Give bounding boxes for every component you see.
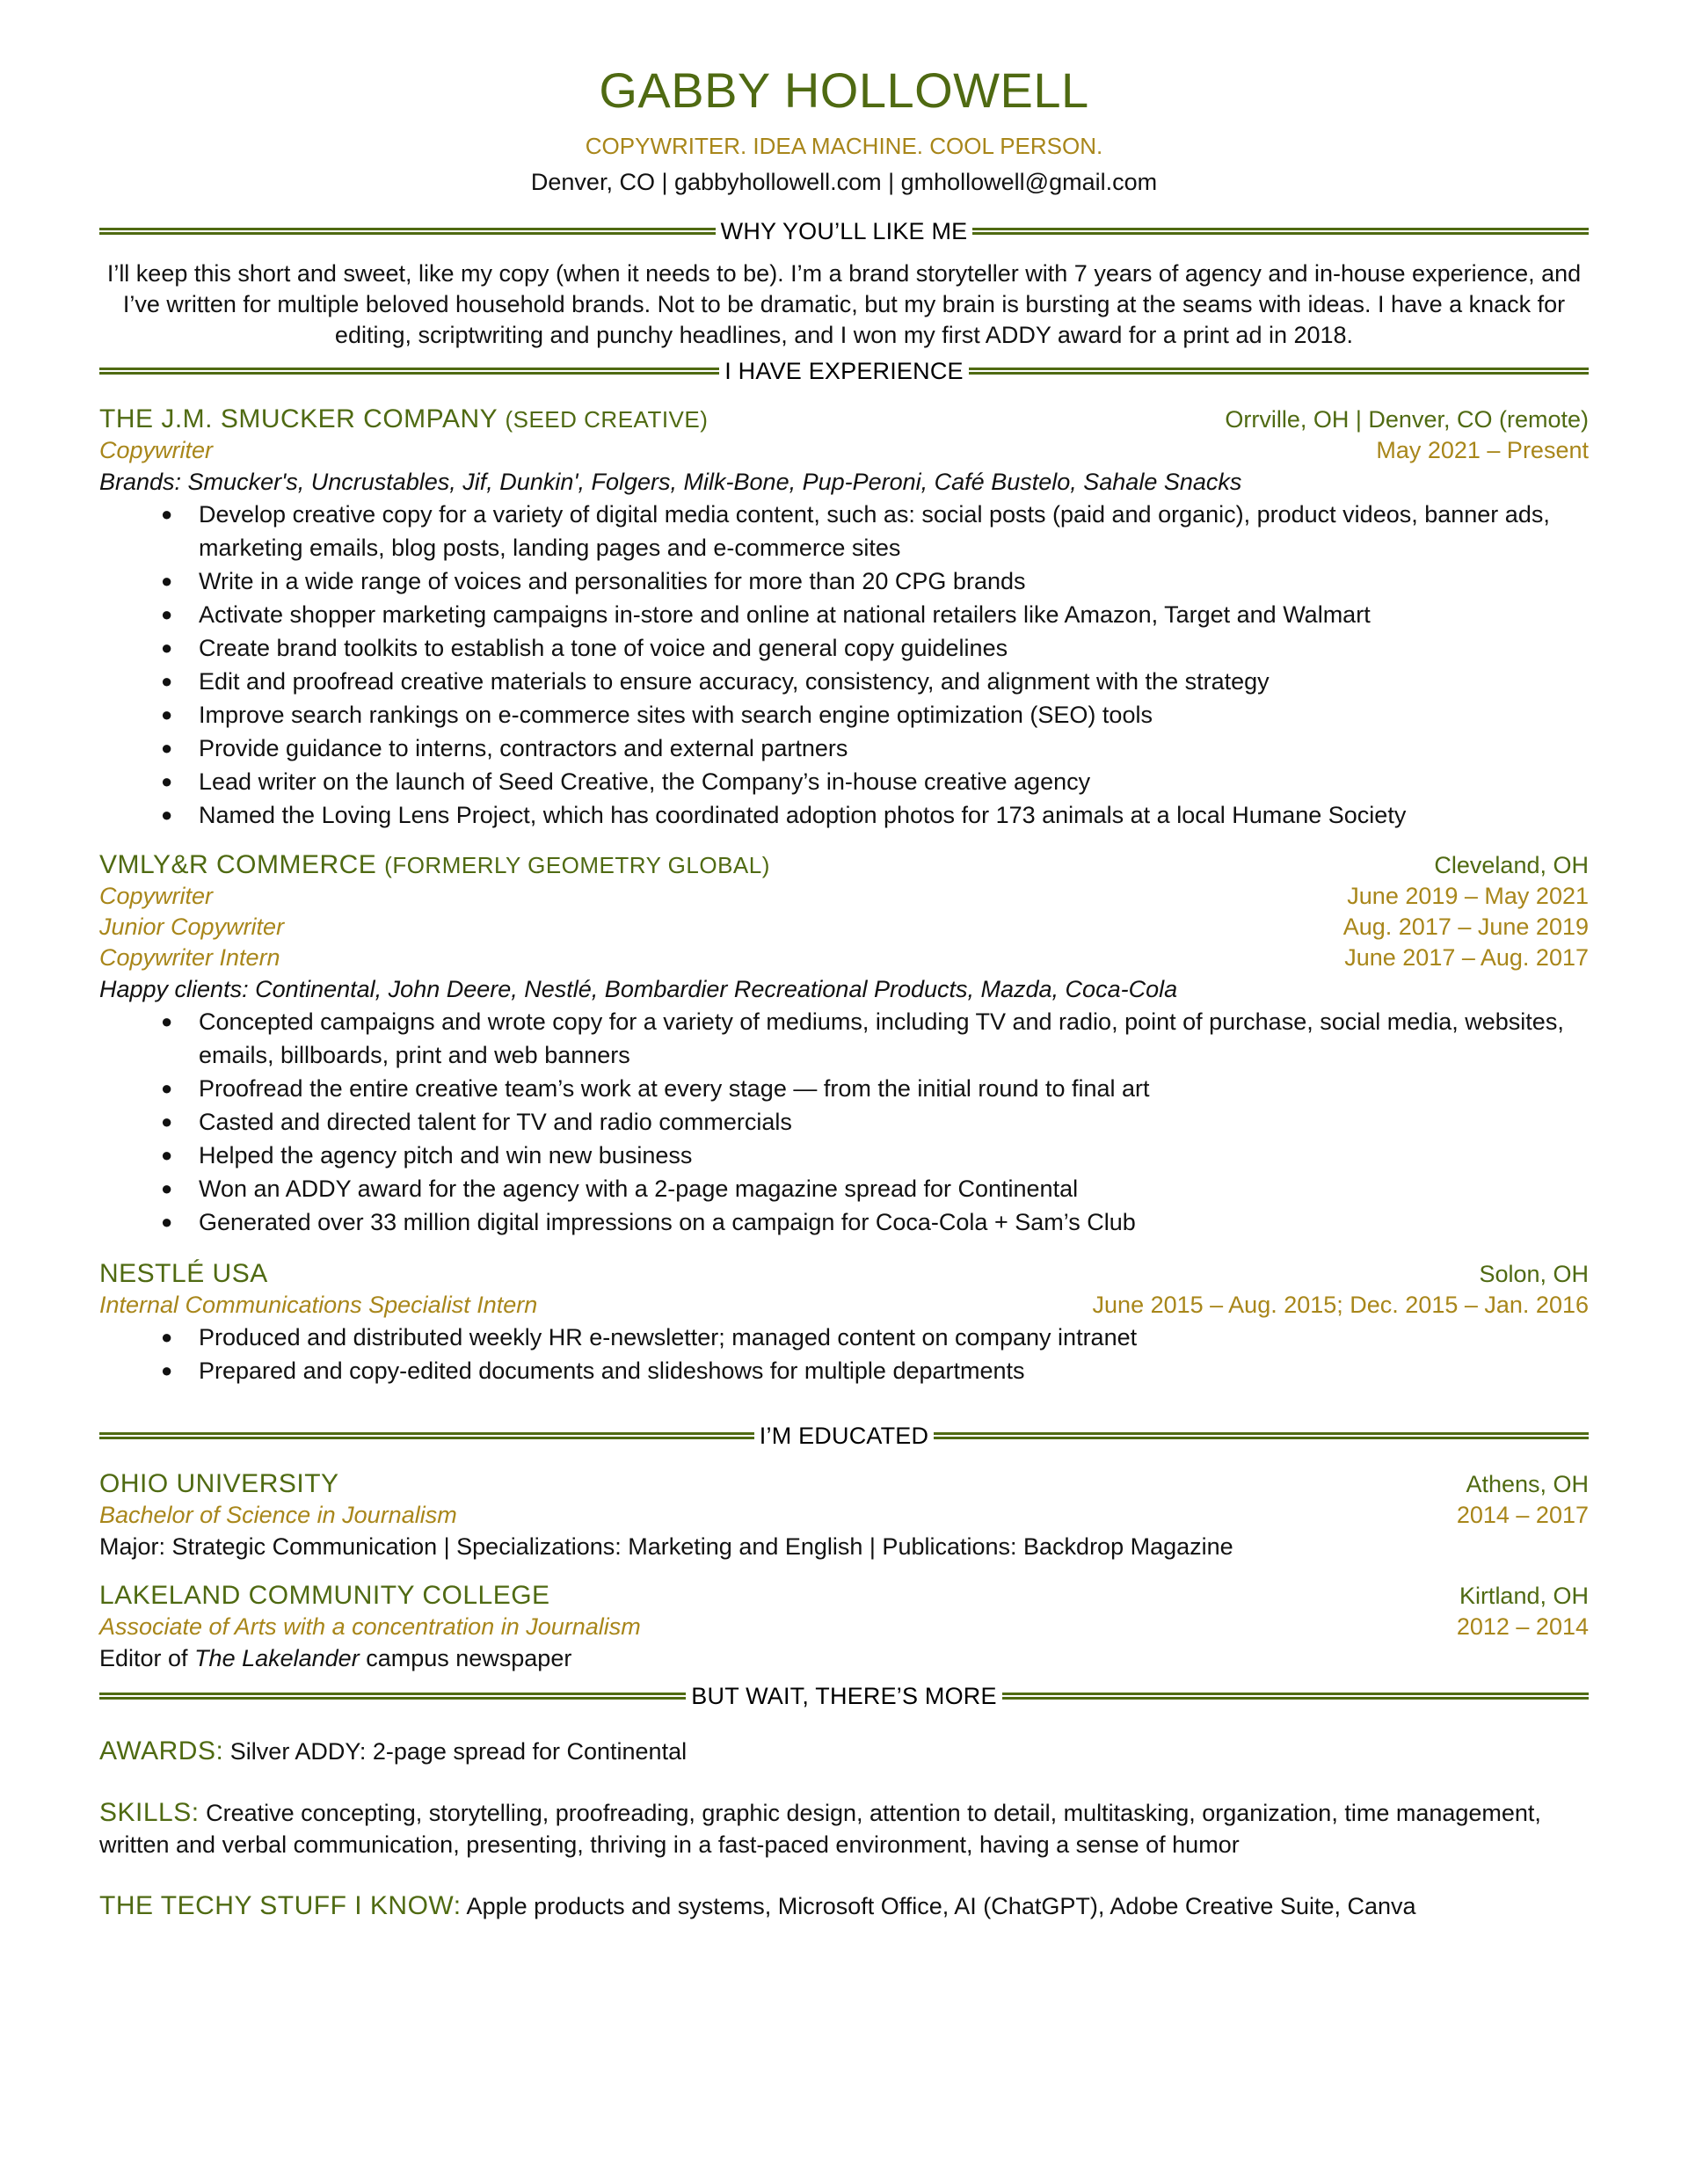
tech-line: THE TECHY STUFF I KNOW: Apple products and systems, Microsoft Office, AI (ChatGPT), Adobe Creative Suite, Canva xyxy=(99,1891,1416,1920)
bullet-icon: ● xyxy=(161,503,173,525)
job-location: Orrville, OH | Denver, CO (remote) xyxy=(1225,406,1589,433)
education-dates: 2012 – 2014 xyxy=(1456,1613,1589,1640)
job-title: Copywriter xyxy=(99,437,214,463)
degree: Bachelor of Science in Journalism xyxy=(99,1502,457,1528)
education-detail: Major: Strategic Communication | Specializations: Marketing and English | Publications: Backdrop Magazine xyxy=(99,1533,1233,1560)
section-title: BUT WAIT, THERE’S MORE xyxy=(691,1682,997,1709)
job-entry xyxy=(99,404,1589,832)
school-location: Athens, OH xyxy=(1466,1471,1589,1497)
clients-note: Happy clients: Continental, John Deere, Nestlé, Bombardier Recreational Products, Mazda, Coca-Cola xyxy=(99,976,1178,1002)
bullet-icon: ● xyxy=(161,1110,173,1132)
company-name: VMLY&R COMMERCE (FORMERLY GEOMETRY GLOBAL) xyxy=(99,850,770,879)
bullet-item: ● Improve search rankings on e-commerce sites with search engine optimization (SEO) tools xyxy=(99,698,1589,732)
double-rule xyxy=(972,228,1589,235)
bullet-item: ● Develop creative copy for a variety of digital media content, such as: social posts (paid and organic), product videos, banner ads, marketing emails, blog posts, landing pages and e-commerce sites xyxy=(99,498,1589,564)
bullet-icon: ● xyxy=(161,1010,173,1032)
bullet-item: ● Named the Loving Lens Project, which has coordinated adoption photos for 173 animals at a local Humane Society xyxy=(99,798,1589,832)
school-name: LAKELAND COMMUNITY COLLEGE xyxy=(99,1581,550,1610)
bullet-icon: ● xyxy=(161,804,173,826)
tech-label: THE TECHY STUFF I KNOW: xyxy=(99,1891,462,1920)
job-entry xyxy=(99,849,1589,1239)
bullet-item: ● Won an ADDY award for the agency with a 2-page magazine spread for Continental xyxy=(99,1172,1589,1205)
bullet-icon: ● xyxy=(161,703,173,725)
job-dates: June 2017 – Aug. 2017 xyxy=(1344,944,1589,971)
bullet-item: ● Prepared and copy-edited documents and slideshows for multiple departments xyxy=(99,1354,1589,1387)
bullet-item: ● Generated over 33 million digital impressions on a campaign for Coca-Cola + Sam’s Club xyxy=(99,1205,1589,1239)
bullet-item: ● Create brand toolkits to establish a tone of voice and general copy guidelines xyxy=(99,631,1589,665)
job-dates: June 2019 – May 2021 xyxy=(1347,883,1589,909)
skills-line: SKILLS: Creative concepting, storytelling, proofreading, graphic design, attention to detail, multitasking, organization, time management, written and verbal communication, presenting, thriving in a fast-paced environment, having a sense of humor xyxy=(99,1798,1541,1858)
bullet-icon: ● xyxy=(161,637,173,659)
bullet-icon: ● xyxy=(161,770,173,792)
bullet-item: ● Casted and directed talent for TV and radio commercials xyxy=(99,1105,1589,1139)
job-title: Copywriter xyxy=(99,883,214,909)
double-rule xyxy=(934,1432,1589,1439)
awards-line: AWARDS: Silver ADDY: 2-page spread for Continental xyxy=(99,1736,688,1765)
education-entry xyxy=(99,1580,1589,1674)
bullet-icon: ● xyxy=(161,1144,173,1166)
summary-paragraph: I’ll keep this short and sweet, like my copy (when it needs to be). I’m a brand storyteller with 7 years of agency and in-house experience, and I’ve written for multiple beloved household brands. Not to be dramatic, but my brain is bursting at the seams with ideas. I have a knack for editing, scriptwriting and punchy headlines, and I won my first ADDY award for a print ad in 2018. xyxy=(106,260,1582,348)
tagline: COPYWRITER. IDEA MACHINE. COOL PERSON. xyxy=(585,133,1103,159)
section-title: WHY YOU’LL LIKE ME xyxy=(720,217,968,244)
section-header-summary xyxy=(99,216,1589,246)
section-title: I HAVE EXPERIENCE xyxy=(724,357,964,384)
job-title: Copywriter Intern xyxy=(99,944,280,971)
bullet-item: ● Write in a wide range of voices and personalities for more than 20 CPG brands xyxy=(99,564,1589,598)
awards-label: AWARDS: xyxy=(99,1736,224,1765)
double-rule xyxy=(99,1432,754,1439)
double-rule xyxy=(99,1693,686,1700)
bullet-item: ● Proofread the entire creative team’s work at every stage — from the initial round to final art xyxy=(99,1072,1589,1105)
education-detail: Editor of The Lakelander campus newspaper xyxy=(99,1645,572,1671)
bullet-icon: ● xyxy=(161,603,173,625)
job-dates: June 2015 – Aug. 2015; Dec. 2015 – Jan. 2016 xyxy=(1092,1292,1589,1318)
education-dates: 2014 – 2017 xyxy=(1456,1502,1589,1528)
bullet-icon: ● xyxy=(161,570,173,592)
double-rule xyxy=(1002,1693,1589,1700)
bullet-icon: ● xyxy=(161,1326,173,1348)
company-name: THE J.M. SMUCKER COMPANY (SEED CREATIVE) xyxy=(99,404,709,433)
double-rule xyxy=(99,368,719,375)
job-dates: Aug. 2017 – June 2019 xyxy=(1342,914,1589,940)
bullet-icon: ● xyxy=(161,1359,173,1381)
job-location: Cleveland, OH xyxy=(1434,852,1589,878)
skills-label: SKILLS: xyxy=(99,1798,200,1827)
double-rule xyxy=(99,228,716,235)
double-rule xyxy=(969,368,1589,375)
education-entry xyxy=(99,1468,1589,1562)
contact-info: Denver, CO | gabbyhollowell.com | gmhollowell@gmail.com xyxy=(530,169,1158,195)
section-header-education xyxy=(99,1421,1589,1451)
job-bullets xyxy=(99,498,1589,832)
job-dates: May 2021 – Present xyxy=(1376,437,1589,463)
bullet-icon: ● xyxy=(161,1077,173,1099)
job-entry xyxy=(99,1258,1589,1387)
bullet-icon: ● xyxy=(161,1211,173,1233)
candidate-name: GABBY HOLLOWELL xyxy=(599,62,1089,118)
school-location: Kirtland, OH xyxy=(1459,1583,1589,1609)
bullet-icon: ● xyxy=(161,737,173,759)
job-title: Junior Copywriter xyxy=(99,914,285,940)
job-bullets xyxy=(99,1321,1589,1387)
resume-page xyxy=(99,0,1589,1922)
bullet-icon: ● xyxy=(161,1177,173,1199)
job-title: Internal Communications Specialist Intern xyxy=(99,1292,538,1318)
bullet-item: ● Concepted campaigns and wrote copy for a variety of mediums, including TV and radio, point of purchase, social media, websites, emails, billboards, print and web banners xyxy=(99,1005,1589,1072)
job-location: Solon, OH xyxy=(1479,1261,1589,1287)
bullet-item: ● Helped the agency pitch and win new business xyxy=(99,1139,1589,1172)
bullet-item: ● Produced and distributed weekly HR e-newsletter; managed content on company intranet xyxy=(99,1321,1589,1354)
bullet-item: ● Activate shopper marketing campaigns in-store and online at national retailers like Amazon, Target and Walmart xyxy=(99,598,1589,631)
bullet-icon: ● xyxy=(161,670,173,692)
school-name: OHIO UNIVERSITY xyxy=(99,1469,339,1498)
bullet-item: ● Lead writer on the launch of Seed Creative, the Company’s in-house creative agency xyxy=(99,765,1589,798)
section-header-experience xyxy=(99,356,1589,386)
company-name: NESTLÉ USA xyxy=(99,1259,268,1288)
job-bullets xyxy=(99,1005,1589,1239)
bullet-item: ● Edit and proofread creative materials to ensure accuracy, consistency, and alignment with the strategy xyxy=(99,665,1589,698)
section-title: I’M EDUCATED xyxy=(759,1422,929,1449)
degree: Associate of Arts with a concentration in Journalism xyxy=(99,1613,641,1640)
bullet-item: ● Provide guidance to interns, contractors and external partners xyxy=(99,732,1589,765)
section-header-more xyxy=(99,1681,1589,1711)
brands-note: Brands: Smucker's, Uncrustables, Jif, Dunkin', Folgers, Milk-Bone, Pup-Peroni, Café Bustelo, Sahale Snacks xyxy=(99,469,1242,495)
